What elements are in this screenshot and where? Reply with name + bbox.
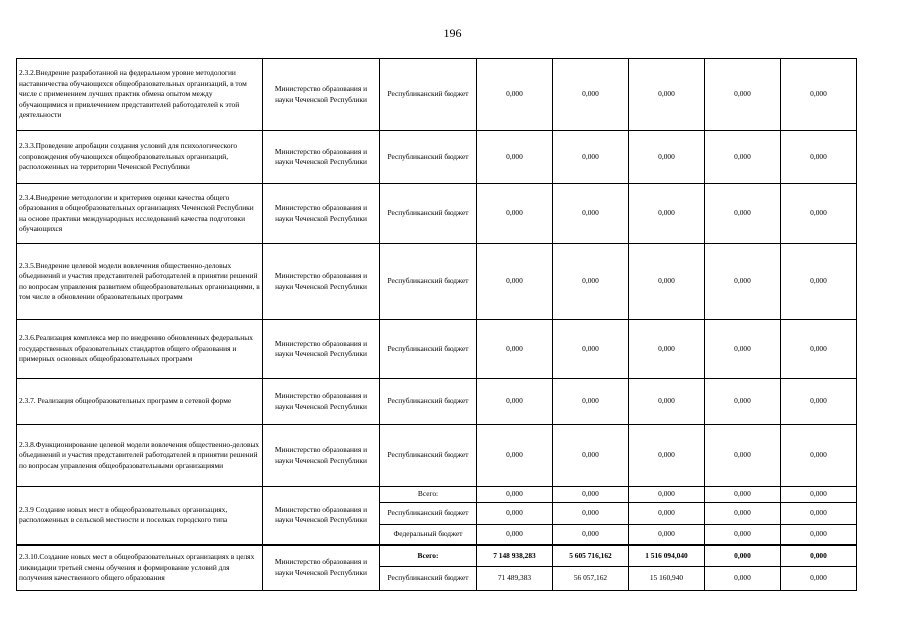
amount-cell: 0,000 xyxy=(553,487,629,503)
table-row xyxy=(17,545,857,567)
responsible-organization: Министерство образования и науки Чеченской Республики xyxy=(263,320,380,379)
funding-source: Республиканский бюджет xyxy=(380,567,477,591)
table-row xyxy=(17,487,857,503)
measure-description: 2.3.5.Внедрение целевой модели вовлечения общественно-деловых объединений и участия представителей работодателей в принятии решений по вопросам управления развитием общеобразовательных организациями, в том числе в обновлении образовательных программ xyxy=(17,244,263,320)
measure-description: 2.3.2.Внедрение разработанной на федеральном уровне методологии наставничества обучающихся общеобразовательных организаций, в том числе с применением лучших практик обмена опытом между обучающимися и привлечением представителей работодателей к этой деятельности xyxy=(17,59,263,131)
amount-cell: 0,000 xyxy=(781,487,857,503)
responsible-organization: Министерство образования и науки Чеченской Республики xyxy=(263,184,380,244)
amount-cell: 0,000 xyxy=(781,567,857,591)
funding-source: Республиканский бюджет xyxy=(380,131,477,184)
amount-cell: 0,000 xyxy=(629,131,705,184)
amount-cell: 0,000 xyxy=(705,545,781,567)
measure-description: 2.3.6.Реализация комплекса мер по внедрению обновленных федеральных государственных образовательных стандартов общего образования и примерных основных общеобразовательных программ xyxy=(17,320,263,379)
funding-source: Республиканский бюджет xyxy=(380,59,477,131)
funding-source: Республиканский бюджет xyxy=(380,503,477,525)
amount-cell: 7 148 938,283 xyxy=(477,545,553,567)
amount-cell: 0,000 xyxy=(629,244,705,320)
funding-source: Федеральный бюджет xyxy=(380,525,477,545)
table-row xyxy=(17,244,857,320)
amount-cell: 0,000 xyxy=(477,379,553,425)
measure-description: 2.3.9 Создание новых мест в общеобразовательных организациях, расположенных в сельской местности и поселках городского типа xyxy=(17,487,263,545)
table-row xyxy=(17,184,857,244)
amount-cell: 0,000 xyxy=(781,184,857,244)
amount-cell: 0,000 xyxy=(781,545,857,567)
amount-cell: 0,000 xyxy=(477,487,553,503)
amount-cell: 0,000 xyxy=(629,379,705,425)
amount-cell: 0,000 xyxy=(477,131,553,184)
funding-source: Республиканский бюджет xyxy=(380,184,477,244)
amount-cell: 0,000 xyxy=(629,487,705,503)
responsible-organization: Министерство образования и науки Чеченской Республики xyxy=(263,59,380,131)
amount-cell: 71 489,383 xyxy=(477,567,553,591)
amount-cell: 0,000 xyxy=(705,567,781,591)
amount-cell: 0,000 xyxy=(477,59,553,131)
amount-cell: 0,000 xyxy=(477,503,553,525)
amount-cell: 0,000 xyxy=(629,503,705,525)
amount-cell: 0,000 xyxy=(705,503,781,525)
amount-cell: 0,000 xyxy=(781,244,857,320)
amount-cell: 0,000 xyxy=(705,59,781,131)
amount-cell: 0,000 xyxy=(553,131,629,184)
funding-source: Всего: xyxy=(380,487,477,503)
amount-cell: 0,000 xyxy=(477,525,553,545)
measure-description: 2.3.10.Создание новых мест в общеобразовательных организациях в целях ликвидации третьей смены обучения и формирование условий для получения качественного общего образования xyxy=(17,545,263,591)
amount-cell: 0,000 xyxy=(705,244,781,320)
amount-cell: 0,000 xyxy=(629,320,705,379)
amount-cell: 0,000 xyxy=(781,131,857,184)
amount-cell: 0,000 xyxy=(477,320,553,379)
amount-cell: 0,000 xyxy=(553,320,629,379)
funding-source: Республиканский бюджет xyxy=(380,379,477,425)
table-row xyxy=(17,131,857,184)
responsible-organization: Министерство образования и науки Чеченской Республики xyxy=(263,545,380,591)
funding-source: Республиканский бюджет xyxy=(380,425,477,487)
table-row xyxy=(17,379,857,425)
amount-cell: 0,000 xyxy=(629,59,705,131)
responsible-organization: Министерство образования и науки Чеченской Республики xyxy=(263,379,380,425)
measure-description: 2.3.4.Внедрение методологии и критериев оценки качества общего образования в общеобразовательных организациях Чеченской Республики на основе практики международных исследований качества подготовки обучающихся xyxy=(17,184,263,244)
amount-cell: 0,000 xyxy=(705,184,781,244)
amount-cell: 0,000 xyxy=(781,503,857,525)
responsible-organization: Министерство образования и науки Чеченской Республики xyxy=(263,131,380,184)
amount-cell: 0,000 xyxy=(553,184,629,244)
amount-cell: 0,000 xyxy=(629,525,705,545)
amount-cell: 0,000 xyxy=(781,320,857,379)
amount-cell: 0,000 xyxy=(477,425,553,487)
responsible-organization: Министерство образования и науки Чеченской Республики xyxy=(263,487,380,545)
measure-description: 2.3.8.Функционирование целевой модели вовлечения общественно-деловых объединений и участия представителей работодателей в принятии решений по вопросам управления общеобразовательными организациями xyxy=(17,425,263,487)
budget-table-body xyxy=(17,59,857,591)
amount-cell: 0,000 xyxy=(705,425,781,487)
table-row xyxy=(17,59,857,131)
amount-cell: 0,000 xyxy=(553,244,629,320)
amount-cell: 0,000 xyxy=(553,379,629,425)
amount-cell: 0,000 xyxy=(629,184,705,244)
amount-cell: 0,000 xyxy=(781,425,857,487)
amount-cell: 0,000 xyxy=(553,503,629,525)
amount-cell: 1 516 094,040 xyxy=(629,545,705,567)
amount-cell: 0,000 xyxy=(705,320,781,379)
table-row xyxy=(17,425,857,487)
amount-cell: 0,000 xyxy=(553,425,629,487)
funding-source: Республиканский бюджет xyxy=(380,244,477,320)
amount-cell: 0,000 xyxy=(705,487,781,503)
amount-cell: 0,000 xyxy=(629,425,705,487)
amount-cell: 0,000 xyxy=(705,525,781,545)
amount-cell: 0,000 xyxy=(781,379,857,425)
table-row xyxy=(17,320,857,379)
amount-cell: 0,000 xyxy=(705,131,781,184)
amount-cell: 0,000 xyxy=(553,525,629,545)
amount-cell: 0,000 xyxy=(477,244,553,320)
funding-source: Всего: xyxy=(380,545,477,567)
measure-description: 2.3.3.Проведение апробации создания условий для психологического сопровождения обучающихся общеобразовательных организаций, расположенных на территории Чеченской Республики xyxy=(17,131,263,184)
budget-table xyxy=(16,58,857,591)
amount-cell: 5 605 716,162 xyxy=(553,545,629,567)
amount-cell: 0,000 xyxy=(553,59,629,131)
amount-cell: 0,000 xyxy=(477,184,553,244)
responsible-organization: Министерство образования и науки Чеченской Республики xyxy=(263,244,380,320)
amount-cell: 15 160,940 xyxy=(629,567,705,591)
responsible-organization: Министерство образования и науки Чеченской Республики xyxy=(263,425,380,487)
funding-source: Республиканский бюджет xyxy=(380,320,477,379)
amount-cell: 0,000 xyxy=(781,525,857,545)
amount-cell: 0,000 xyxy=(705,379,781,425)
amount-cell: 0,000 xyxy=(781,59,857,131)
amount-cell: 56 057,162 xyxy=(553,567,629,591)
measure-description: 2.3.7. Реализация общеобразовательных программ в сетевой форме xyxy=(17,379,263,425)
page-number: 196 xyxy=(443,26,462,40)
